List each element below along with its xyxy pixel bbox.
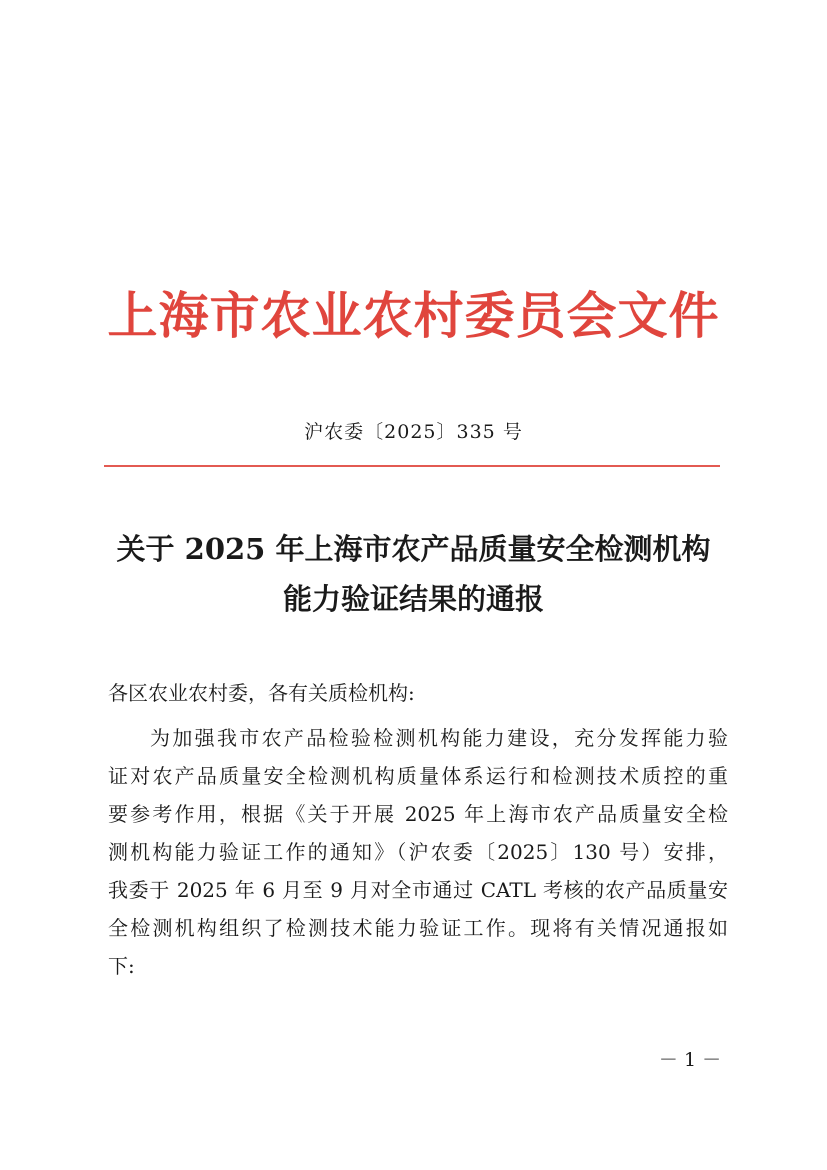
body-line: 全检测机构组织了检测技术能力验证工作。现将有关情况通报如 xyxy=(108,916,728,940)
body-line: 下: xyxy=(108,954,135,978)
document-number: 沪农委〔2025〕335 号 xyxy=(304,421,523,443)
issuing-authority-masthead: 上海市农业农村委员会文件 xyxy=(107,286,720,345)
body-line: 证对农产品质量安全检测机构质量体系运行和检测技术质控的重 xyxy=(108,764,728,788)
body-line: 测机构能力验证工作的通知》（沪农委〔2025〕130 号）安排， xyxy=(108,840,728,864)
body-line: 为加强我市农产品检验检测机构能力建设，充分发挥能力验 xyxy=(150,726,728,750)
body-paragraph xyxy=(108,719,728,985)
document-title-line-2: 能力验证结果的通报 xyxy=(282,582,544,616)
document-title-line-1: 关于 2025 年上海市农产品质量安全检测机构 xyxy=(116,532,711,566)
page-number: － 1 － xyxy=(658,1049,722,1071)
document-title xyxy=(60,524,767,624)
body-line: 要参考作用，根据《关于开展 2025 年上海市农产品质量安全检 xyxy=(108,802,728,826)
red-separator-line xyxy=(104,465,720,467)
body-line: 我委于 2025 年 6 月至 9 月对全市通过 CATL 考核的农产品质量安 xyxy=(108,878,728,902)
salutation: 各区农业农村委，各有关质检机构: xyxy=(108,681,415,705)
